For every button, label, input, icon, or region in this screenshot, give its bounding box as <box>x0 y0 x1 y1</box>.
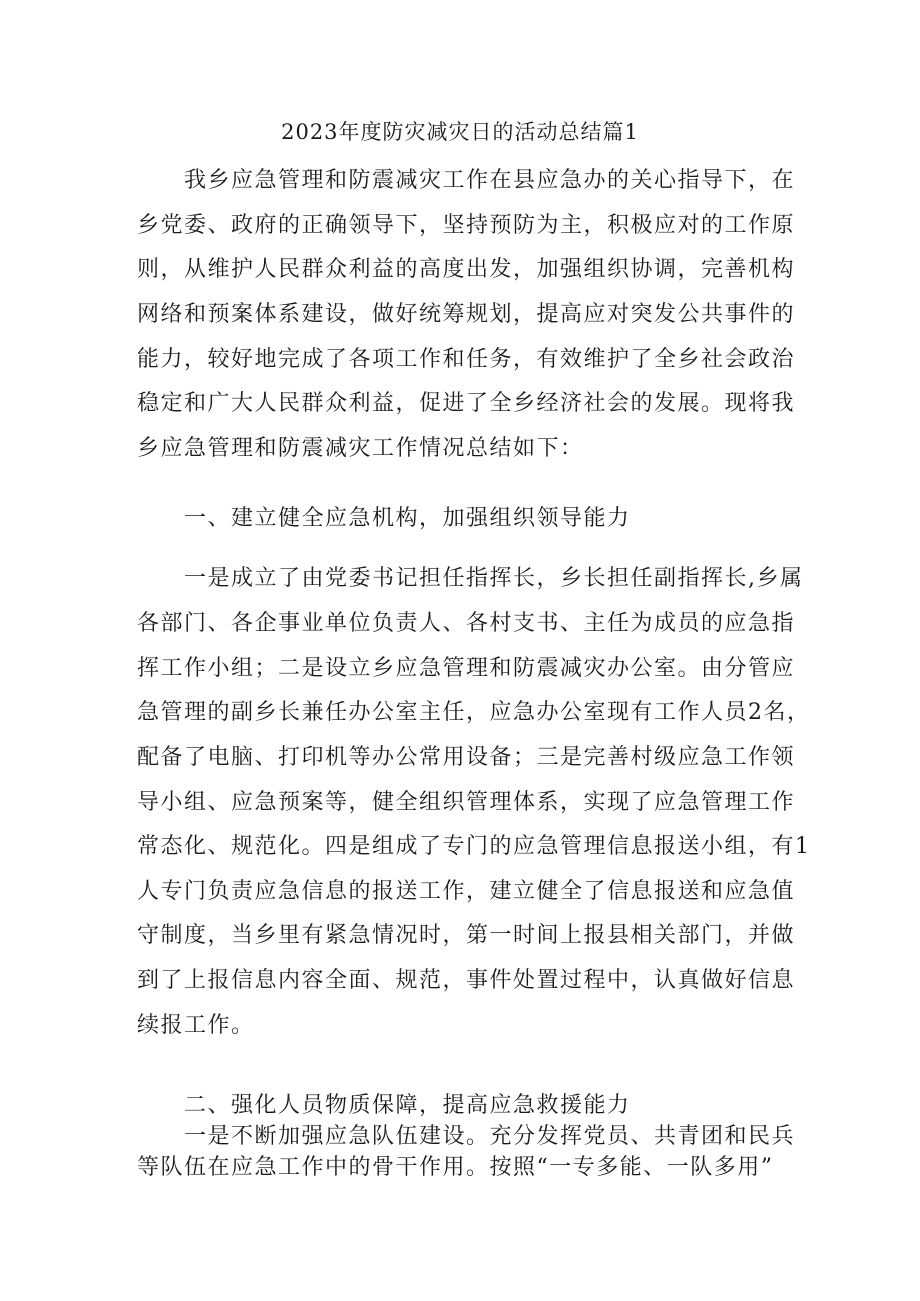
paragraph-2-line-1: 一是成立了由党委书记担任指挥长，乡长担任副指挥长,乡属 <box>184 566 804 591</box>
paragraph-1-line-4: 网络和预案体系建设，做好统筹规划，提高应对突发公共事件的 <box>137 302 796 327</box>
paragraph-2-line-9: 守制度，当乡里有紧急情况时，第一时间上报县相关部门，并做 <box>137 923 796 948</box>
section-heading-2: 二、强化人员物质保障，提高应急救援能力 <box>184 1093 631 1118</box>
paragraph-2-line-11: 续报工作。 <box>137 1013 255 1038</box>
paragraph-2-line-5: 配备了电脑、打印机等办公常用设备；三是完善村级应急工作领 <box>137 745 796 770</box>
paragraph-1-line-3: 则，从维护人民群众利益的高度出发，加强组织协调，完善机构 <box>137 257 796 282</box>
section-heading-1: 一、建立健全应急机构，加强组织领导能力 <box>184 506 631 531</box>
paragraph-1-line-1: 我乡应急管理和防震减灾工作在县应急办的关心指导下，在 <box>184 168 796 193</box>
paragraph-3-line-2: 等队伍在应急工作中的骨干作用。按照“一专多能、一队多用” <box>137 1155 774 1180</box>
paragraph-1-line-2: 乡党委、政府的正确领导下，坚持预防为主，积极应对的工作原 <box>137 213 796 238</box>
paragraph-2-line-2: 各部门、各企事业单位负责人、各村支书、主任为成员的应急指 <box>137 611 796 636</box>
paragraph-2-line-10: 到了上报信息内容全面、规范，事件处置过程中，认真做好信息 <box>137 968 796 993</box>
paragraph-2-line-8: 人专门负责应急信息的报送工作，建立健全了信息报送和应急值 <box>137 879 796 904</box>
document-title: 2023年度防灾减灾日的活动总结篇1 <box>281 120 639 144</box>
paragraph-2-line-4: 急管理的副乡长兼任办公室主任，应急办公室现有工作人员2名， <box>137 700 811 725</box>
paragraph-1-line-5: 能力，较好地完成了各项工作和任务，有效维护了全乡社会政治 <box>137 347 796 372</box>
paragraph-1-line-6: 稳定和广大人民群众利益，促进了全乡经济社会的发展。现将我 <box>137 391 796 416</box>
paragraph-3-line-1: 一是不断加强应急队伍建设。充分发挥党员、共青团和民兵 <box>184 1124 796 1149</box>
paragraph-2-line-3: 挥工作小组；二是设立乡应急管理和防震减灾办公室。由分管应 <box>137 656 796 681</box>
paragraph-2-line-7: 常态化、规范化。四是组成了专门的应急管理信息报送小组，有1 <box>137 834 811 859</box>
paragraph-1-line-7: 乡应急管理和防震减灾工作情况总结如下： <box>137 436 584 461</box>
paragraph-2-line-6: 导小组、应急预案等，健全组织管理体系，实现了应急管理工作 <box>137 790 796 815</box>
